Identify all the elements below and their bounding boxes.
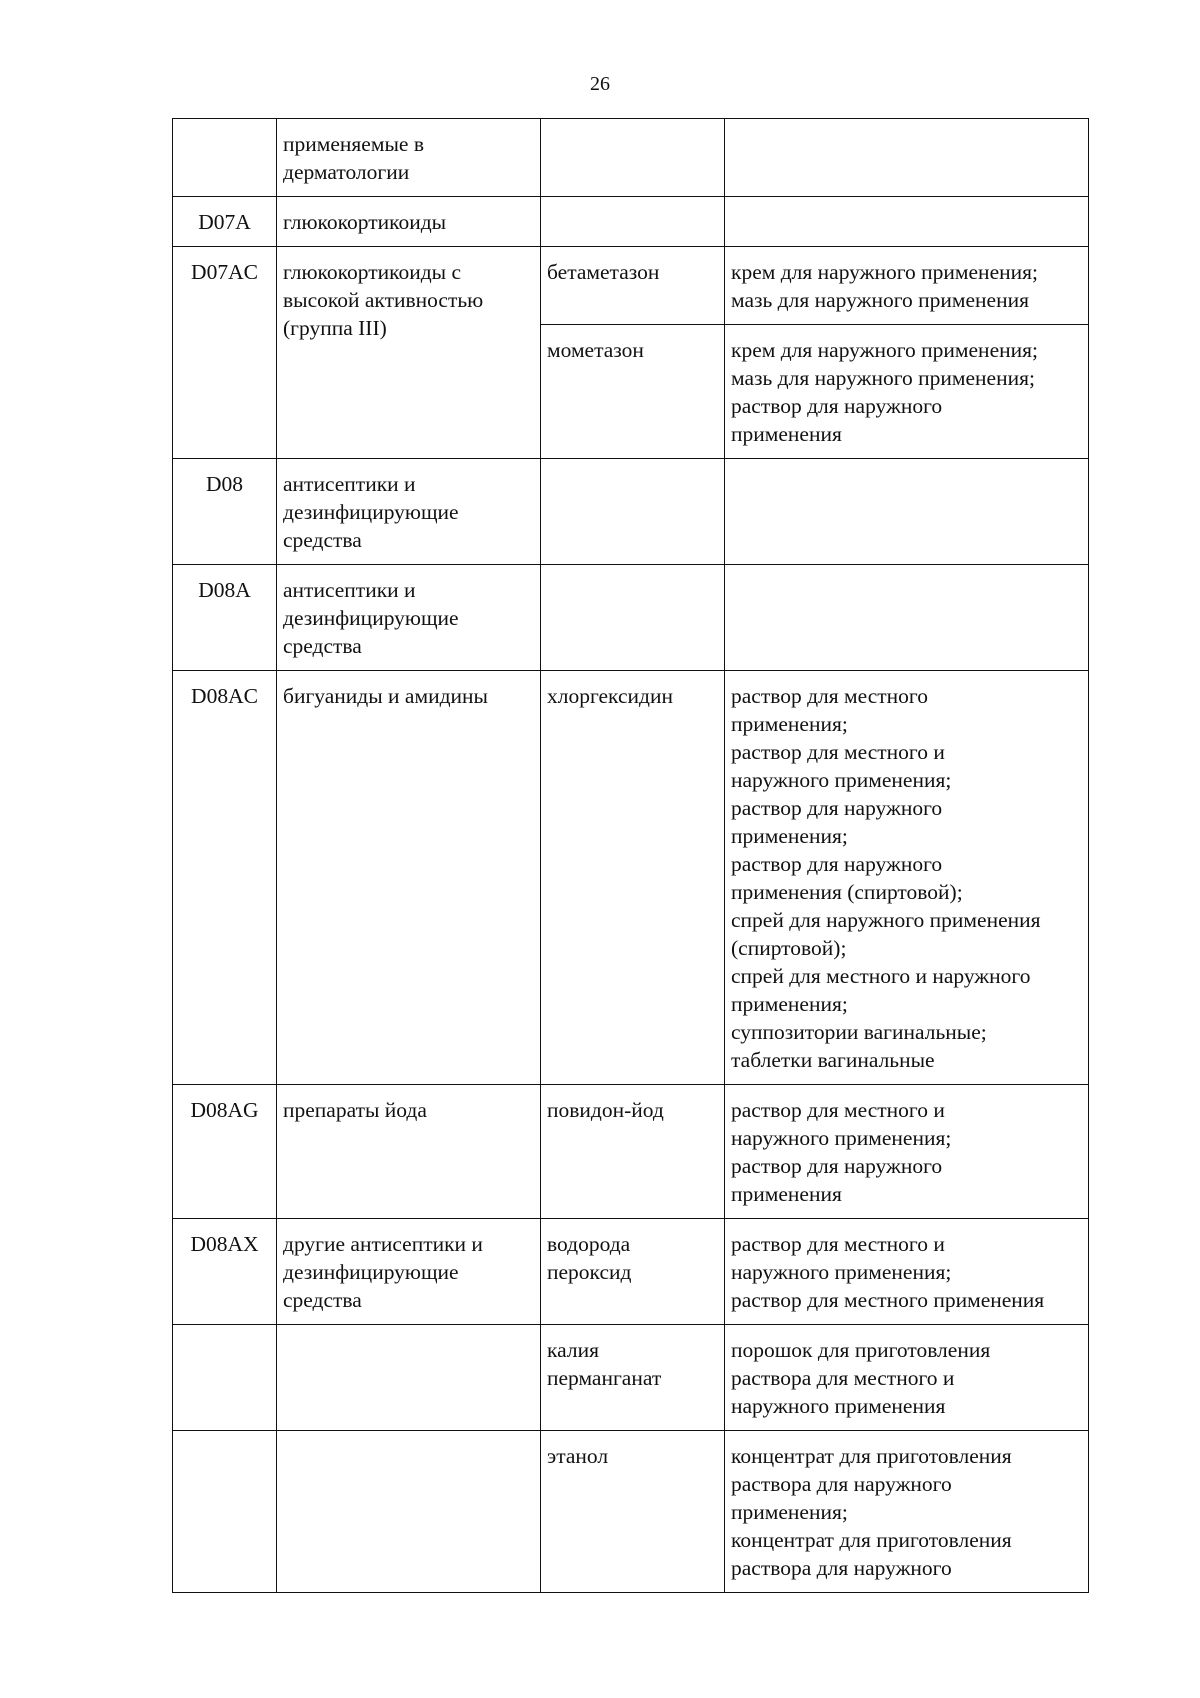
atc-code-cell: D07A	[173, 197, 277, 247]
dosage-forms-cell: крем для наружного применения; мазь для наружного применения; раствор для наружного применения	[725, 325, 1089, 459]
table-row	[173, 119, 1089, 197]
dosage-forms-cell: раствор для местного и наружного применения; раствор для наружного применения	[725, 1085, 1089, 1219]
group-name-cell	[277, 1431, 541, 1593]
atc-code-cell: D08	[173, 459, 277, 565]
substance-cell: хлоргексидин	[541, 671, 725, 1085]
substance-cell: бетаметазон	[541, 247, 725, 325]
atc-code-cell: D08A	[173, 565, 277, 671]
dosage-forms-cell: крем для наружного применения; мазь для наружного применения	[725, 247, 1089, 325]
page-number: 26	[590, 73, 610, 95]
substance-cell: калия перманганат	[541, 1325, 725, 1431]
table-row	[173, 459, 1089, 565]
drug-classification-table	[172, 118, 1089, 1593]
dosage-forms-cell	[725, 459, 1089, 565]
substance-cell: повидон-йод	[541, 1085, 725, 1219]
dosage-forms-cell: концентрат для приготовления раствора для наружного применения; концентрат для приготовления раствора для наружного	[725, 1431, 1089, 1593]
group-name-cell	[277, 1325, 541, 1431]
table-row	[173, 1219, 1089, 1325]
substance-cell	[541, 119, 725, 197]
group-name-cell: препараты йода	[277, 1085, 541, 1219]
group-name-cell: антисептики и дезинфицирующие средства	[277, 459, 541, 565]
atc-code-cell: D08AC	[173, 671, 277, 1085]
dosage-forms-cell: раствор для местного применения; раствор для местного и наружного применения; раствор для наружного применения; раствор для наружного применения (спиртовой); спрей для наружного применения (спиртовой); спрей для местного и наружного применения; суппозитории вагинальные; таблетки вагинальные	[725, 671, 1089, 1085]
atc-code-cell	[173, 119, 277, 197]
group-name-cell: применяемые в дерматологии	[277, 119, 541, 197]
substance-cell: мометазон	[541, 325, 725, 459]
table-row	[173, 565, 1089, 671]
table-row	[173, 247, 1089, 325]
dosage-forms-cell	[725, 197, 1089, 247]
group-name-cell: глюкокортикоиды с высокой активностью (группа III)	[277, 247, 541, 459]
table-row	[173, 1431, 1089, 1593]
atc-code-cell: D08AG	[173, 1085, 277, 1219]
group-name-cell: другие антисептики и дезинфицирующие средства	[277, 1219, 541, 1325]
table-row	[173, 1085, 1089, 1219]
substance-cell: водорода пероксид	[541, 1219, 725, 1325]
substance-cell	[541, 459, 725, 565]
table-row	[173, 1325, 1089, 1431]
dosage-forms-cell: порошок для приготовления раствора для местного и наружного применения	[725, 1325, 1089, 1431]
dosage-forms-cell	[725, 119, 1089, 197]
group-name-cell: бигуаниды и амидины	[277, 671, 541, 1085]
atc-code-cell	[173, 1325, 277, 1431]
substance-cell	[541, 565, 725, 671]
table-row	[173, 197, 1089, 247]
substance-cell: этанол	[541, 1431, 725, 1593]
atc-code-cell: D08AX	[173, 1219, 277, 1325]
group-name-cell: глюкокортикоиды	[277, 197, 541, 247]
dosage-forms-cell: раствор для местного и наружного применения; раствор для местного применения	[725, 1219, 1089, 1325]
atc-code-cell	[173, 1431, 277, 1593]
group-name-cell: антисептики и дезинфицирующие средства	[277, 565, 541, 671]
table-row	[173, 671, 1089, 1085]
substance-cell	[541, 197, 725, 247]
dosage-forms-cell	[725, 565, 1089, 671]
atc-code-cell: D07AC	[173, 247, 277, 459]
